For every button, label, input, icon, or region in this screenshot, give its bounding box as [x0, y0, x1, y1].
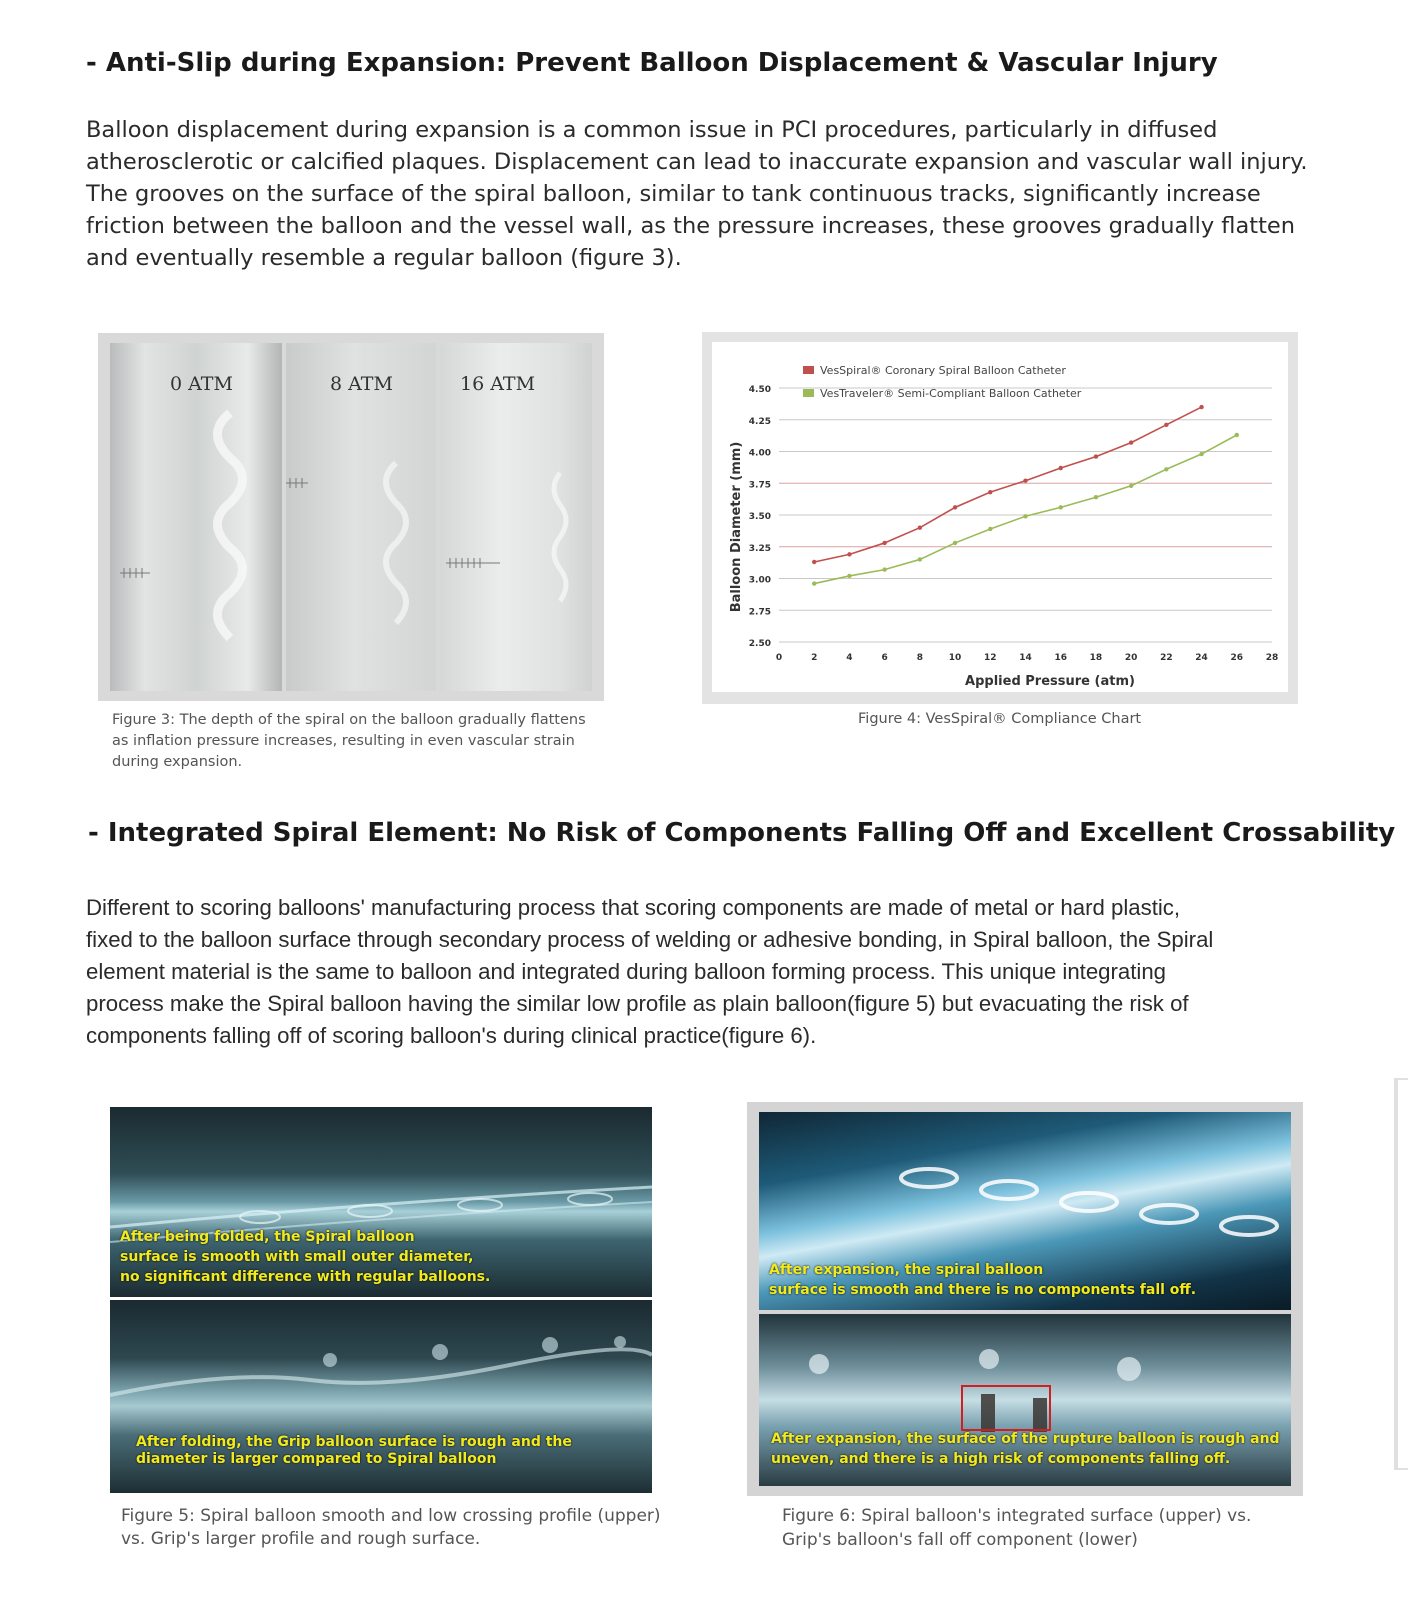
compliance-chart	[712, 342, 1288, 692]
caption-line: Grip's balloon's fall off component (lower)	[782, 1530, 1138, 1550]
figure6-frame	[747, 1102, 1303, 1496]
atm-label: 8 ATM	[330, 373, 393, 395]
data-point	[882, 541, 886, 545]
data-point	[1199, 405, 1203, 409]
caption-line: Figure 5: Spiral balloon smooth and low crossing profile (upper)	[121, 1506, 661, 1526]
y-tick-labels	[749, 385, 771, 649]
data-point	[1164, 423, 1168, 427]
caption-line: during expansion.	[112, 754, 243, 770]
y-tick-label: 2.75	[748, 607, 771, 618]
data-point	[847, 552, 851, 556]
figure5-caption	[121, 1505, 661, 1551]
paragraph-line: element material is the same to balloon and integrated during balloon forming process. This unique integrating	[86, 959, 1167, 984]
y-tick-label: 4.00	[748, 448, 771, 459]
chart-panel	[712, 342, 1288, 692]
figure3-frame	[98, 333, 604, 701]
data-point	[1235, 433, 1239, 437]
series-line-1	[814, 435, 1237, 584]
y-tick-label: 2.50	[748, 639, 771, 649]
y-tick-label: 4.50	[748, 385, 771, 395]
caption-line: Figure 3: The depth of the spiral on the balloon gradually flattens	[112, 712, 586, 728]
paragraph-line: atherosclerotic or calcified plaques. Displacement can lead to inaccurate expansion and vascular wall injury.	[86, 149, 1308, 175]
x-axis-label: Applied Pressure (atm)	[965, 674, 1135, 689]
spiral-grooves-illustration	[110, 343, 282, 691]
legend-label-vestraveler: VesTraveler® Semi-Compliant Balloon Catheter	[820, 387, 1082, 400]
figure5-frame	[110, 1107, 652, 1493]
x-tick-label: 0	[775, 653, 783, 663]
section1-heading: - Anti-Slip during Expansion: Prevent Balloon Displacement & Vascular Injury	[86, 48, 1218, 78]
x-tick-label: 10	[948, 653, 962, 663]
data-point	[812, 560, 816, 564]
section2-heading: - Integrated Spiral Element: No Risk of Components Falling Off and Excellent Crossability	[88, 818, 1396, 848]
figure4-caption: Figure 4: VesSpiral® Compliance Chart	[858, 711, 1142, 727]
paragraph-line: fixed to the balloon surface through secondary process of welding or adhesive bonding, in Spiral balloon, the Spiral	[86, 927, 1214, 952]
data-point	[847, 574, 851, 578]
paragraph-line: friction between the balloon and the vessel wall, as the pressure increases, these grooves gradually flatten	[86, 213, 1296, 239]
paragraph-line: components falling off of scoring balloon's during clinical practice(figure 6).	[86, 1023, 817, 1048]
figure3-caption	[112, 710, 586, 773]
data-point	[1059, 505, 1063, 509]
atm-label: 16 ATM	[460, 373, 536, 395]
data-point	[953, 505, 957, 509]
caption-line: vs. Grip's larger profile and rough surface.	[121, 1529, 481, 1549]
balloon-photo-8atm	[286, 343, 436, 691]
section1-paragraph	[86, 114, 1346, 274]
data-point	[918, 526, 922, 530]
data-point	[1129, 484, 1133, 488]
x-tick-label: 4	[846, 653, 853, 663]
paragraph-line: process make the Spiral balloon having the similar low profile as plain balloon(figure 5) but evacuating the risk of	[86, 991, 1189, 1016]
data-point	[988, 527, 992, 531]
figure6-upper-annotation: After expansion, the spiral balloon surface is smooth and there is no components fall off.	[769, 1262, 1197, 1298]
x-tick-label: 2	[811, 653, 818, 663]
data-point	[812, 581, 816, 585]
data-point	[882, 567, 886, 571]
caption-line: Figure 6: Spiral balloon's integrated surface (upper) vs.	[782, 1506, 1252, 1526]
figure5-lower-annotation: After folding, the Grip balloon surface is rough and the diameter is larger compared to Spiral balloon	[136, 1434, 572, 1467]
data-point	[1129, 440, 1133, 444]
section2-paragraph	[86, 892, 1366, 1052]
y-tick-label: 3.25	[748, 543, 771, 554]
figure6-lower-annotation: After expansion, the surface of the rupture balloon is rough and uneven, and there is a high risk of components falling off.	[771, 1431, 1280, 1467]
atm-label: 0 ATM	[170, 373, 233, 395]
figure4-frame	[702, 332, 1298, 704]
data-point	[1059, 466, 1063, 470]
y-tick-label: 3.50	[748, 512, 771, 522]
y-tick-label: 3.00	[748, 575, 771, 586]
x-tick-label: 28	[1265, 653, 1279, 663]
spiral-grooves-illustration	[286, 343, 436, 691]
paragraph-line: Different to scoring balloons' manufacturing process that scoring components are made of metal or hard plastic,	[86, 895, 1181, 920]
chart-series	[812, 405, 1239, 586]
legend-swatch-vestraveler	[803, 389, 814, 397]
x-tick-label: 6	[881, 653, 888, 663]
x-tick-label: 18	[1089, 653, 1103, 663]
paragraph-line: The grooves on the surface of the spiral balloon, similar to tank continuous tracks, significantly increase	[86, 181, 1261, 207]
x-tick-label: 14	[1019, 653, 1032, 663]
balloon-photo-0atm	[110, 343, 282, 691]
x-tick-labels	[776, 653, 1278, 663]
spiral-balloon-expanded-photo	[759, 1112, 1291, 1310]
data-point	[1199, 452, 1203, 456]
caption-line: as inflation pressure increases, resulting in even vascular strain	[112, 733, 575, 749]
data-point	[1164, 467, 1168, 471]
data-point	[1023, 514, 1027, 518]
grip-balloon-folded-photo	[110, 1300, 652, 1493]
x-tick-label: 26	[1230, 653, 1244, 663]
y-tick-label: 3.75	[748, 480, 771, 491]
data-point	[918, 557, 922, 561]
series-line-0	[814, 407, 1201, 562]
spiral-grooves-illustration	[440, 343, 592, 691]
x-tick-label: 20	[1124, 653, 1138, 663]
spiral-balloon-folded-photo	[110, 1107, 652, 1297]
data-point	[1094, 454, 1098, 458]
chart-legend	[803, 364, 1082, 400]
x-tick-label: 22	[1160, 653, 1173, 663]
paragraph-line: and eventually resemble a regular balloon (figure 3).	[86, 245, 682, 271]
data-point	[988, 490, 992, 494]
balloon-photo-16atm	[440, 343, 592, 691]
y-tick-label: 4.25	[748, 416, 771, 427]
legend-swatch-vesspiral	[803, 366, 814, 374]
paragraph-line: Balloon displacement during expansion is a common issue in PCI procedures, particularly in diffused	[86, 117, 1218, 143]
figure5-upper-annotation: After being folded, the Spiral balloon surface is smooth with small outer diameter, no significant difference with regular balloons.	[120, 1229, 491, 1285]
x-tick-label: 24	[1195, 653, 1208, 663]
x-tick-label: 12	[984, 653, 997, 663]
data-point	[1094, 495, 1098, 499]
grip-balloon-expanded-photo	[759, 1314, 1291, 1486]
x-tick-label: 16	[1054, 653, 1067, 663]
page-edge-bracket	[1394, 1078, 1408, 1470]
y-axis-label: Balloon Diameter (mm)	[729, 441, 744, 613]
figure6-caption	[782, 1504, 1251, 1552]
data-point	[953, 541, 957, 545]
legend-label-vesspiral: VesSpiral® Coronary Spiral Balloon Catheter	[820, 364, 1066, 377]
data-point	[1023, 479, 1027, 483]
x-tick-label: 8	[916, 653, 923, 663]
